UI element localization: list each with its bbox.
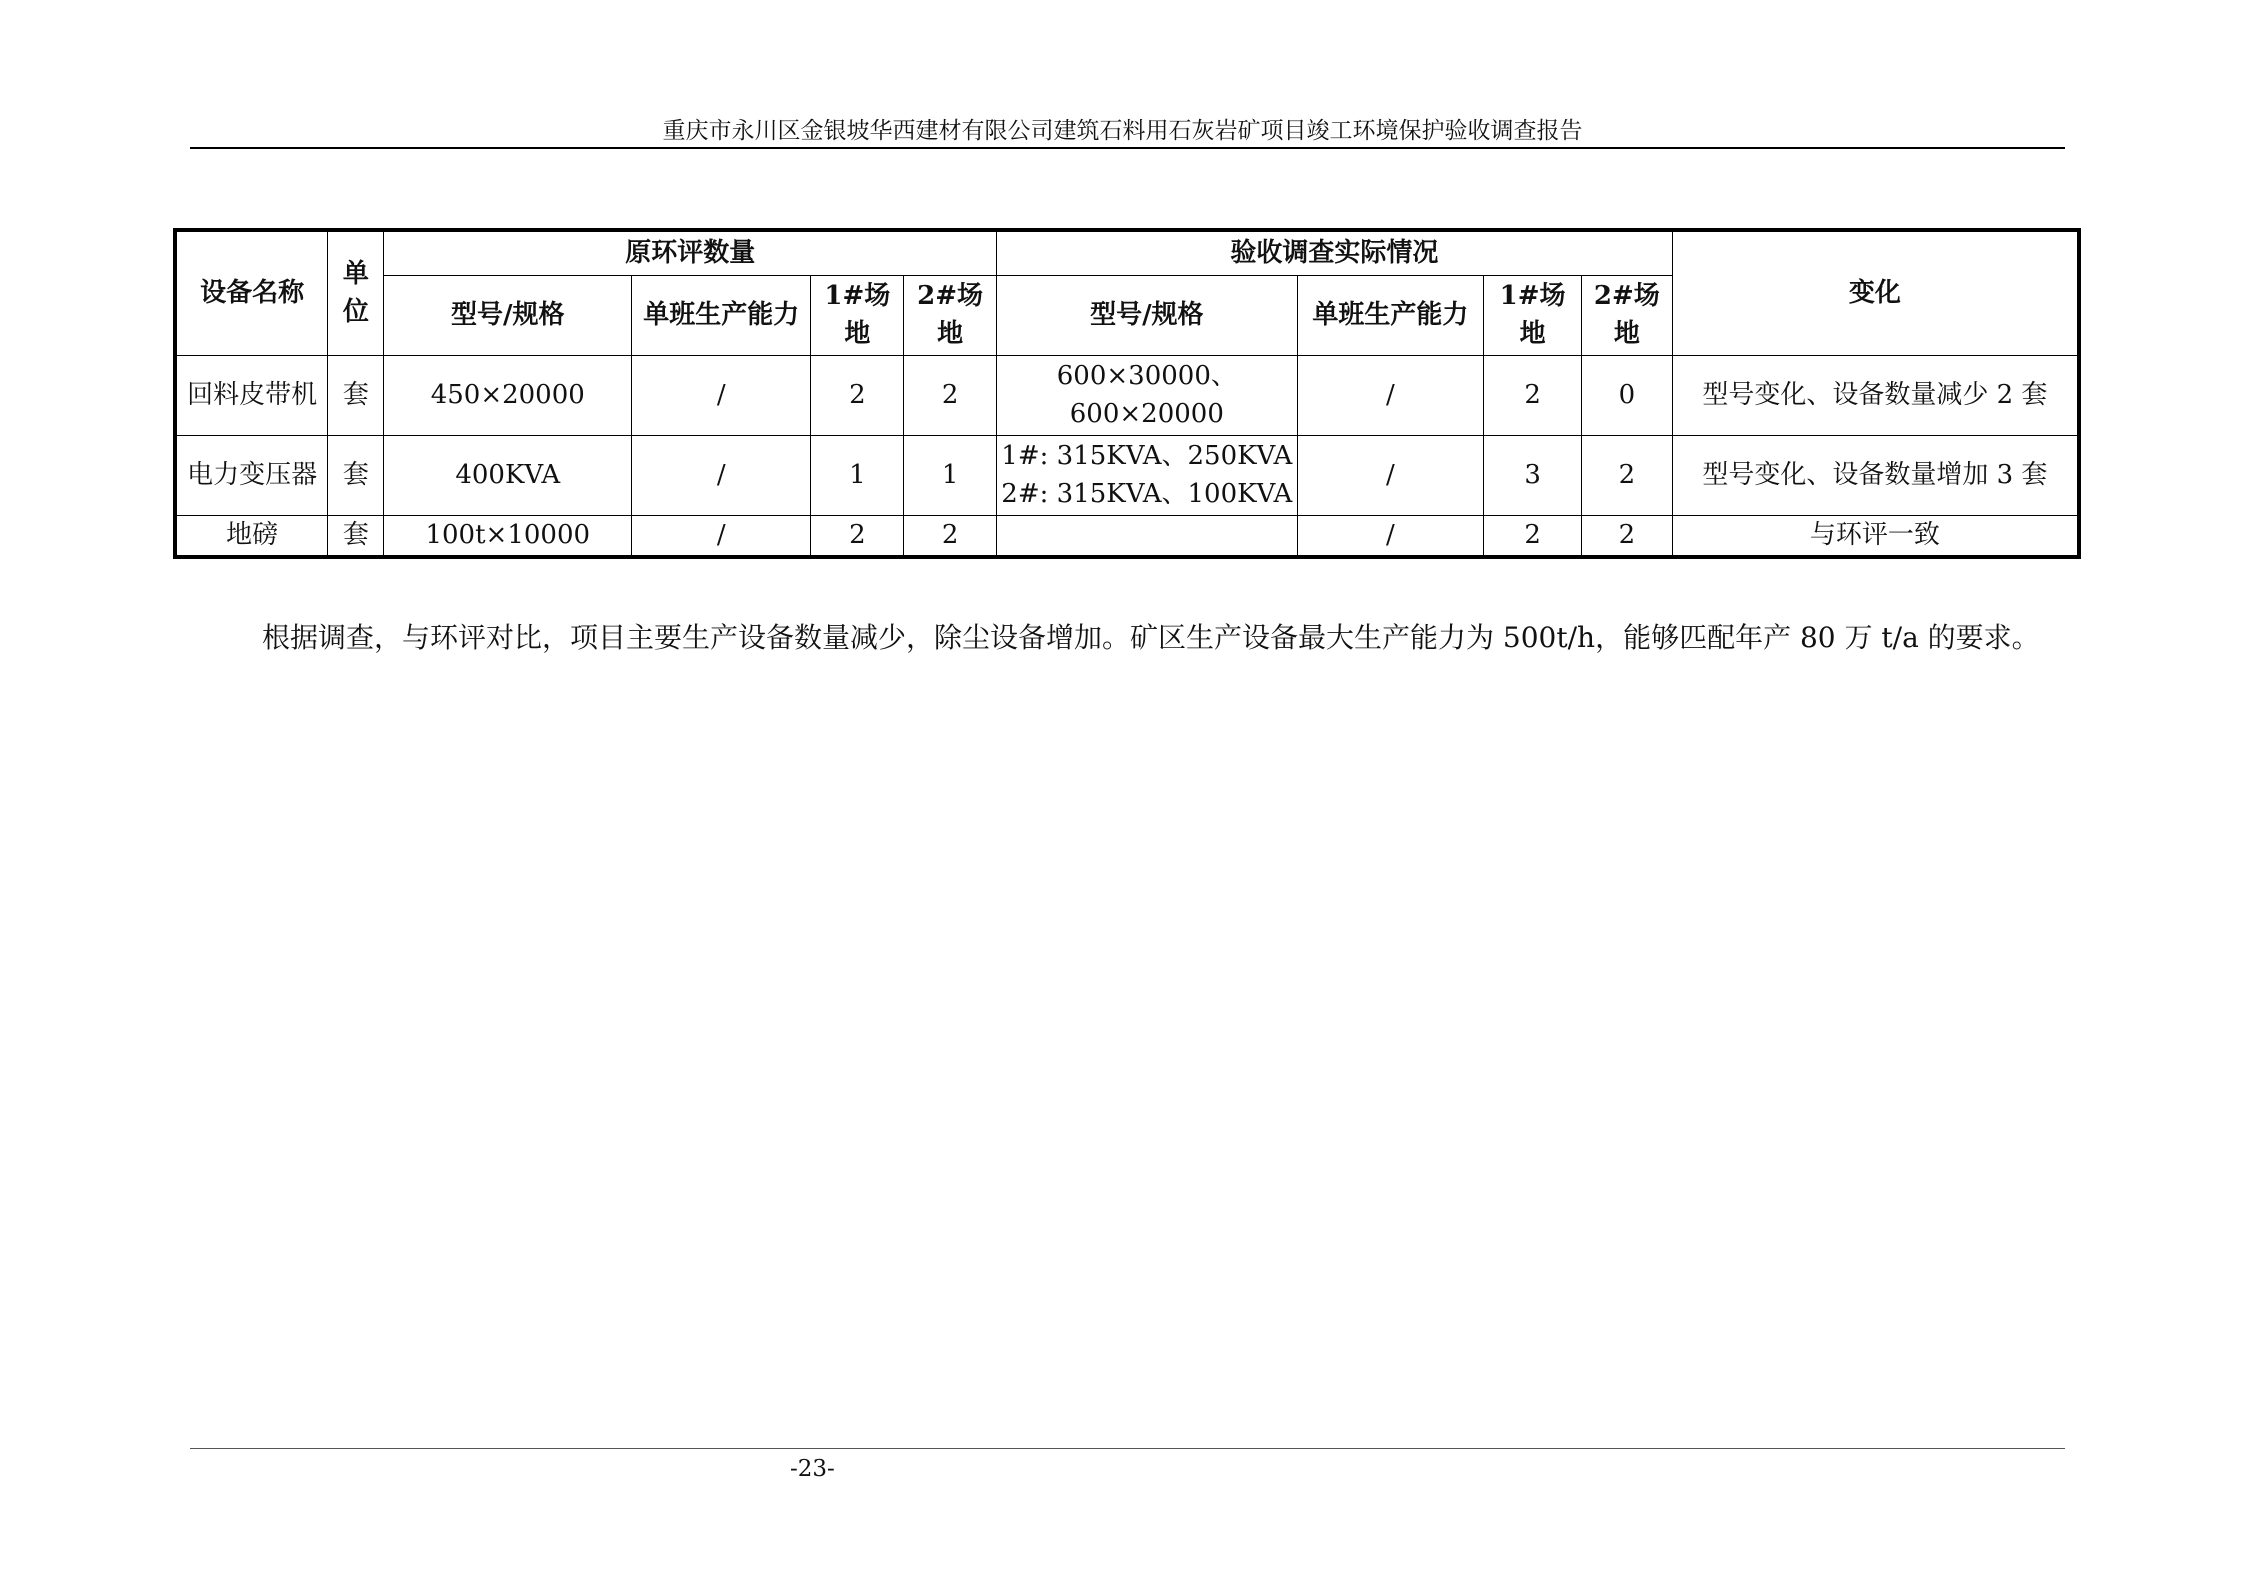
header-orig-model: 型号/规格 [384,275,632,355]
cell-act-model-line1: 1#: 315KVA、250KVA [1001,441,1293,471]
cell-change: 型号变化、设备数量减少 2 套 [1672,355,2079,435]
cell-act-site1: 2 [1484,515,1582,557]
cell-name: 电力变压器 [175,435,328,515]
cell-act-capacity: / [1297,355,1484,435]
cell-orig-site1: 2 [811,515,904,557]
cell-act-capacity: / [1297,435,1484,515]
footer-divider [190,1448,2065,1449]
table-row [175,435,2079,515]
header-equipment-name: 设备名称 [175,230,328,355]
cell-act-site1: 2 [1484,355,1582,435]
cell-unit: 套 [328,435,384,515]
cell-orig-capacity: / [632,515,811,557]
header-orig-site2: 2#场地 [904,275,997,355]
cell-act-model-line2: 2#: 315KVA、100KVA [1001,479,1293,509]
header-act-site1: 1#场地 [1484,275,1582,355]
table-row [175,355,2079,435]
cell-act-model [996,515,1297,557]
cell-name: 回料皮带机 [175,355,328,435]
cell-act-site1: 3 [1484,435,1582,515]
header-act-site2: 2#场地 [1582,275,1673,355]
report-header-title: 重庆市永川区金银坡华西建材有限公司建筑石料用石灰岩矿项目竣工环境保护验收调查报告 [662,118,1583,144]
cell-orig-site2: 1 [904,435,997,515]
cell-orig-capacity: / [632,435,811,515]
header-act-model: 型号/规格 [996,275,1297,355]
cell-orig-site2: 2 [904,515,997,557]
cell-act-site2: 2 [1582,435,1673,515]
cell-act-site2: 2 [1582,515,1673,557]
header-orig-capacity: 单班生产能力 [632,275,811,355]
cell-orig-model: 450×20000 [384,355,632,435]
body-paragraph: 根据调查，与环评对比，项目主要生产设备数量减少，除尘设备增加。矿区生产设备最大生产能力为 500t/h，能够匹配年产 80 万 t/a 的要求。 [262,621,2040,654]
cell-act-model [996,435,1297,515]
cell-act-site2: 0 [1582,355,1673,435]
cell-orig-model: 100t×10000 [384,515,632,557]
cell-orig-site1: 1 [811,435,904,515]
cell-unit: 套 [328,515,384,557]
header-orig-site1: 1#场地 [811,275,904,355]
cell-change: 型号变化、设备数量增加 3 套 [1672,435,2079,515]
cell-change: 与环评一致 [1672,515,2079,557]
header-original-eia-quantity: 原环评数量 [384,230,997,275]
header-change: 变化 [1672,230,2079,355]
header-unit: 单位 [328,230,384,355]
cell-name: 地磅 [175,515,328,557]
cell-orig-model: 400KVA [384,435,632,515]
header-act-capacity: 单班生产能力 [1297,275,1484,355]
header-divider [190,147,2065,149]
equipment-comparison-table [173,228,2081,559]
cell-orig-site1: 2 [811,355,904,435]
cell-unit: 套 [328,355,384,435]
header-actual-survey: 验收调查实际情况 [996,230,1672,275]
cell-act-capacity: / [1297,515,1484,557]
cell-orig-site2: 2 [904,355,997,435]
table-row [175,515,2079,557]
cell-act-model: 600×30000、600×20000 [996,355,1297,435]
cell-orig-capacity: / [632,355,811,435]
page-number: -23- [790,1456,835,1482]
